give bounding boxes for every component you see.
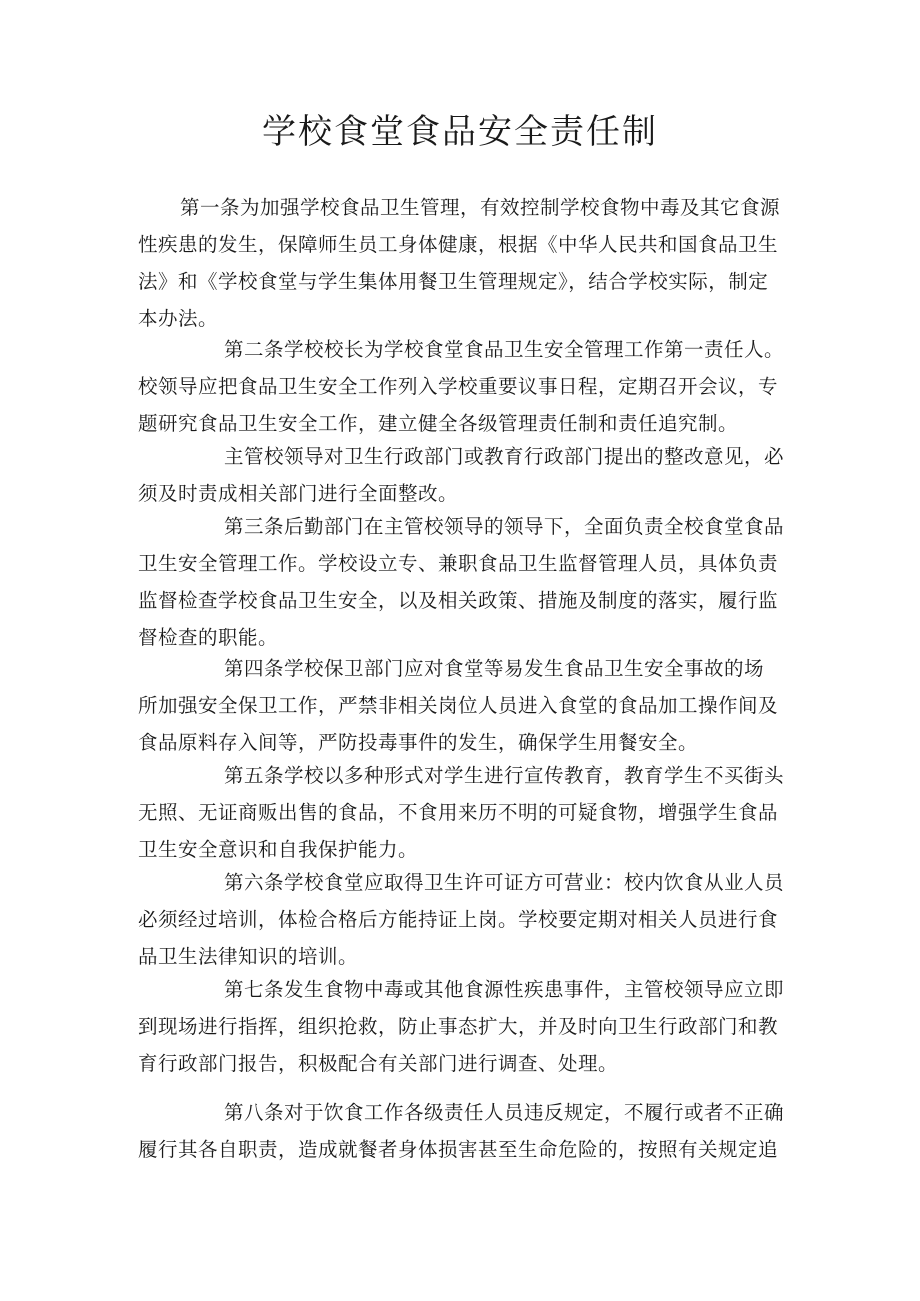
paragraph-line: 第六条学校食堂应取得卫生许可证方可营业：校内饮食从业人员 bbox=[224, 871, 785, 894]
paragraph-line: 主管校领导对卫生行政部门或教育行政部门提出的整改意见，必 bbox=[224, 445, 785, 468]
paragraph-line: 校领导应把食品卫生安全工作列入学校重要议事日程，定期召开会议，专 bbox=[138, 375, 779, 398]
paragraph-article-3 bbox=[138, 508, 786, 656]
paragraph-article-4 bbox=[138, 650, 786, 761]
paragraph-line: 监督检查学校食品卫生安全，以及相关政策、措施及制度的落实，履行监 bbox=[138, 589, 779, 612]
document-title: 学校食堂食品安全责任制 bbox=[262, 112, 658, 152]
paragraph-line: 食品原料存入间等，严防投毒事件的发生，确保学生用餐安全。 bbox=[138, 731, 699, 754]
paragraph-line: 所加强安全保卫工作，严禁非相关岗位人员进入食堂的食品加工操作间及 bbox=[138, 694, 779, 717]
paragraph-line: 卫生安全意识和自我保护能力。 bbox=[138, 838, 419, 861]
paragraph-line: 无照、无证商贩出售的食品，不食用来历不明的可疑食物，增强学生食品 bbox=[138, 801, 779, 824]
paragraph-line: 第八条对于饮食工作各级责任人员违反规定，不履行或者不正确 bbox=[224, 1101, 785, 1124]
paragraph-article-1 bbox=[138, 189, 786, 337]
paragraph-line: 履行其各自职责，造成就餐者身体损害甚至生命危险的，按照有关规定追 bbox=[138, 1138, 779, 1161]
paragraph-line: 必须经过培训，体检合格后方能持证上岗。学校要定期对相关人员进行食 bbox=[138, 908, 779, 931]
paragraph-line: 卫生安全管理工作。学校设立专、兼职食品卫生监督管理人员，具体负责 bbox=[138, 552, 779, 575]
paragraph-line: 题研究食品卫生安全工作，建立健全各级管理责任制和责任追究制。 bbox=[138, 412, 739, 435]
paragraph-rectification bbox=[138, 438, 786, 512]
paragraph-line: 第三条后勤部门在主管校领导的领导下，全面负责全校食堂食品 bbox=[224, 515, 785, 538]
paragraph-line: 到现场进行指挥，组织抢救，防止事态扩大，并及时向卫生行政部门和教 bbox=[138, 1015, 779, 1038]
paragraph-article-2 bbox=[138, 331, 786, 442]
paragraph-line: 第二条学校校长为学校食堂食品卫生安全管理工作第一责任人。 bbox=[224, 338, 785, 361]
paragraph-line: 第五条学校以多种形式对学生进行宣传教育，教育学生不买街头 bbox=[224, 764, 785, 787]
paragraph-line: 第一条为加强学校食品卫生管理，有效控制学校食物中毒及其它食源 bbox=[180, 196, 781, 219]
paragraph-line: 法》和《学校食堂与学生集体用餐卫生管理规定》，结合学校实际，制定 bbox=[138, 270, 769, 293]
paragraph-article-8 bbox=[138, 1094, 786, 1168]
paragraph-article-7 bbox=[138, 971, 786, 1082]
paragraph-article-6 bbox=[138, 864, 786, 975]
paragraph-line: 须及时责成相关部门进行全面整改。 bbox=[138, 482, 459, 505]
paragraph-line: 品卫生法律知识的培训。 bbox=[138, 945, 359, 968]
paragraph-line: 第四条学校保卫部门应对食堂等易发生食品卫生安全事故的场 bbox=[224, 657, 765, 680]
paragraph-article-5 bbox=[138, 757, 786, 868]
paragraph-line: 性疾患的发生，保障师生员工身体健康，根据《中华人民共和国食品卫生 bbox=[138, 233, 779, 256]
paragraph-line: 育行政部门报告，积极配合有关部门进行调查、处理。 bbox=[138, 1052, 619, 1075]
paragraph-line: 本办法。 bbox=[138, 307, 219, 330]
paragraph-line: 第七条发生食物中毒或其他食源性疾患事件，主管校领导应立即 bbox=[224, 978, 785, 1001]
paragraph-line: 督检查的职能。 bbox=[138, 626, 279, 649]
